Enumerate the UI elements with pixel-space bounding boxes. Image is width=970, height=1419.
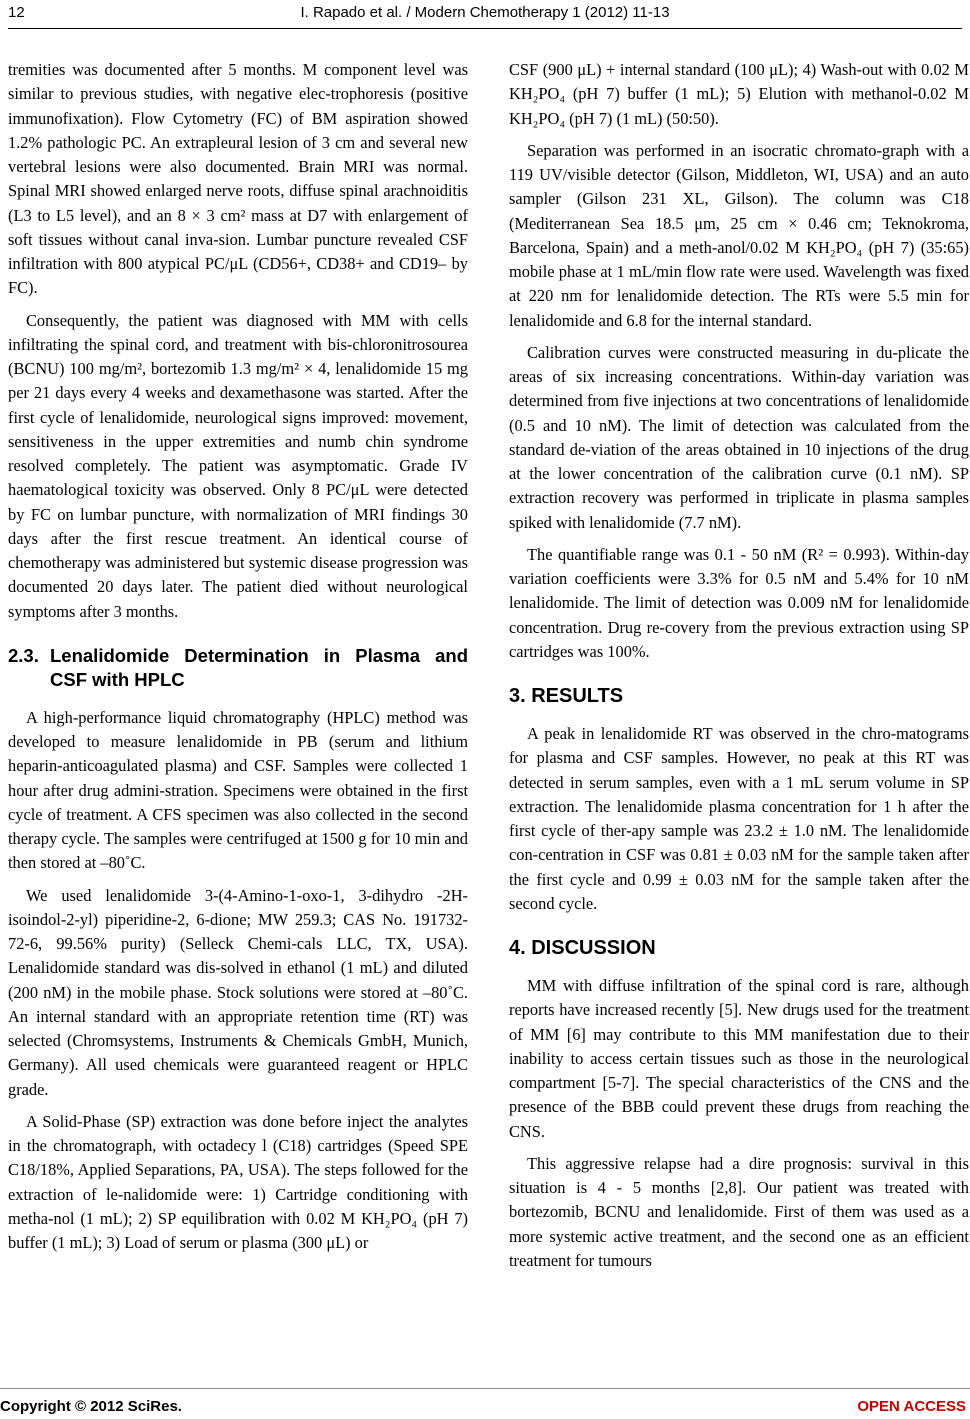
paragraph: tremities was documented after 5 months. M component level was similar to previous studies, with negative elec-trophoresis (positive immunofixation). Flow Cytometry (FC) of BM aspiration showed 1.2% pathologic PC. An extrapleural lesion of 3 cm and several new vertebral lesions were also documented. Brain MRI was normal. Spinal MRI showed enlarged nerve roots, diffuse spinal arachnoiditis (L3 to L5 level), and an 8 × 3 cm² mass at D7 with enlargement of soft tissues without canal inva-sion. Lumbar puncture revealed CSF infiltration with 800 atypical PC/μL (CD56+, CD38+ and CD19– by FC). [8,60,468,298]
page-number: 12 [8,4,25,21]
section-number: 2.3. [8,644,39,666]
paragraph: MM with diffuse infiltration of the spinal cord is rare, although reports have increased recently [5]. New drugs used for the treatment of MM [6] may contribute to this MM manifestation due to their inability to access certain tissues such as those in the neurological compartment [5-7]. The special characteristics of the CNS and the presence of the BBB could prevent these drugs from reaching the CNS. [509,976,969,1141]
page-header [0,0,970,30]
open-access-label: OPEN ACCESS [857,1398,966,1415]
footer-rule [0,1388,970,1389]
header-rule [8,28,962,29]
paragraph: CSF (900 μL) + internal standard (100 μL); 4) Wash-out with 0.02 M KH₂PO₄ (pH 7) buffer (1 mL); 5) Elution with methanol-0.02 M KH₂PO₄ (pH 7) (1 mL) (50:50). [509,60,969,128]
section-heading-results: 3. RESULTS [509,685,624,707]
paragraph: A peak in lenalidomide RT was observed in the chro-matograms for plasma and CSF samples. However, no peak at this RT was detected in serum samples, even with a 1 mL serum volume in SP extraction. The lenalidomide plasma concentration for 1 h after the first cycle of ther-apy sample was 23.2 ± 1.0 nM. The lenalidomide con-centration in CSF was 0.81 ± 0.03 nM for the sample taken after the first cycle and 0.99 ± 0.03 nM for the sample taken after the second cycle. [509,724,969,913]
section-title: Lenalidomide Determination in Plasma and CSF with HPLC [50,644,468,690]
paragraph: Consequently, the patient was diagnosed with MM with cells infiltrating the spinal cord, and treatment with bis-chloronitrosourea (BCNU) 100 mg/m², bortezomib 1.3 mg/m² × 4, lenalidomide 15 mg per 21 days every 4 weeks and dexamethasone was started. After the first cycle of lenalidomide, neurological signs improved: movement, sensitiveness in the upper extremities and numb chin syndrome resolved completely. The patient was asymptomatic. Grade IV haematological toxicity was observed. Only 8 PC/μL were detected by FC on lumbar puncture, with normalization of MRI findings 30 days after the first rescue treatment. An identical course of chemotherapy was administered but systemic disease progression was documented 20 days later. The patient died without neurological symptoms after 3 months. [8,310,468,621]
running-head: I. Rapado et al. / Modern Chemotherapy 1 (2012) 11-13 [300,4,670,21]
paragraph: The quantifiable range was 0.1 - 50 nM (R² = 0.993). Within-day variation coefficients were 3.3% for 0.5 nM and 5.4% for 10 nM lenalidomide. The limit of detection was 0.009 nM for lenalidomide concentration. Drug re-covery from the previous extraction using SP cartridges was 100%. [509,544,969,661]
paragraph: Calibration curves were constructed measuring in du-plicate the areas of six increasing concentrations. Within-day variation was determined from five injections at two concentrations of lenalidomide (0.5 and 10 nM). The limit of detection was calculated from the standard de-viation of the areas obtained in 10 injections of the drug at the lower concentration of the calibration curve (0.1 nM). SP extraction recovery was performed in triplicate in plasma samples spiked with lenalidomide (7.7 nM). [509,342,969,532]
paragraph: We used lenalidomide 3-(4-Amino-1-oxo-1, 3-dihydro -2H-isoindol-2-yl) piperidine-2, 6-dione; MW 259.3; CAS No. 191732-72-6, 99.56% purity) (Selleck Chemi-cals LLC, TX, USA). Lenalidomide standard was dis-solved in ethanol (1 mL) and diluted (200 nM) in the mobile phase. Stock solutions were stored at –80˚C. An internal standard with an appropriate retention time (RT) was selected (Chromsystems, Instruments & Chemicals GmbH, Munich, Germany). All used chemicals were guaranteed reagent or HPLC grade. [8,885,468,1099]
copyright: Copyright © 2012 SciRes. [0,1398,182,1415]
paragraph: This aggressive relapse had a dire prognosis: survival in this situation is 4 - 5 months [2,8]. Our patient was treated with bortezomib, BCNU and lenalidomide. First of them was used as a more systemic active treatment, and the second one as an efficient treatment for tumours [509,1153,969,1270]
section-heading-discussion: 4. DISCUSSION [509,937,656,959]
paragraph: A Solid-Phase (SP) extraction was done before inject the analytes in the chromatograph, with octadecy l (C18) cartridges (Speed SPE C18/18%, Applied Separations, PA, USA). The steps followed for the extraction of le-nalidomide were: 1) Cartridge conditioning with metha-nol (1 mL); 2) SP equilibration with 0.02 M KH₂PO₄ (pH 7) buffer (1 mL); 3) Load of serum or plasma (300 μL) or [8,1111,468,1252]
right-column [509,58,969,1273]
paragraph: A high-performance liquid chromatography (HPLC) method was developed to measure lenalidomide in PB (serum and lithium heparin-anticoagulated plasma) and CSF. Samples were collected 1 hour after drug admini-stration. Specimens were obtained in the first cycle of treatment. A CFS specimen was also collected in the second therapy cycle. The samples were centrifuged at 1500 g for 10 min and then stored at –80˚C. [8,707,468,873]
section-heading-2-3 [8,644,468,692]
left-column [8,58,468,1255]
paragraph: Separation was performed in an isocratic chromato-graph with a 119 UV/visible detector (Gilson, Middleton, WI, USA) and an auto sampler (Gilson 231 XL, Gilson). The column was C18 (Mediterranean Sea 18.5 μm, 25 cm × 0.46 cm; Teknokroma, Barcelona, Spain) and a meth-anol/0.02 M KH₂PO₄ (pH 7) (35:65) mobile phase at 1 mL/min flow rate were used. Wavelength was fixed at 220 nm for lenalidomide detection. The RTs were 5.5 min for lenalidomide and 6.8 for the internal standard. [509,140,969,330]
